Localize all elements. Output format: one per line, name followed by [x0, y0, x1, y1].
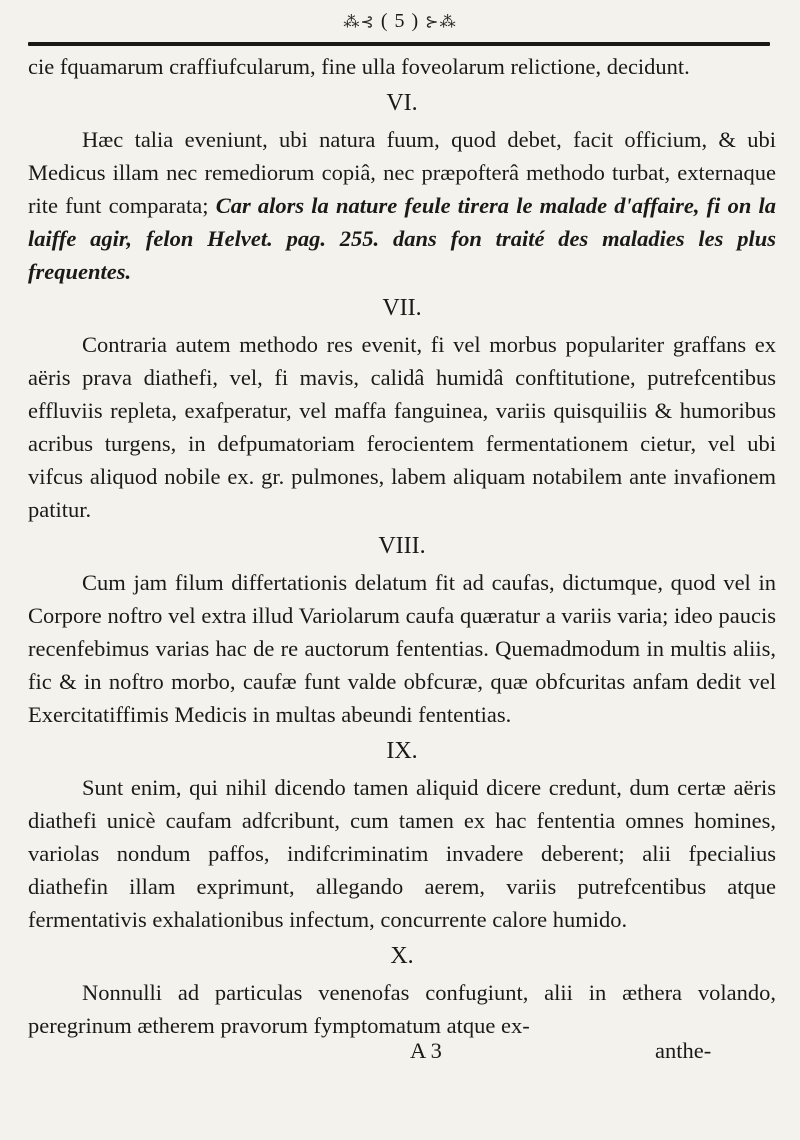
page-number: ( 5 )	[380, 10, 420, 32]
section-paragraph: Sunt enim, qui nihil dicendo tamen aliquid dicere credunt, dum certæ aëris diathefi unicè caufam adfcribunt, cum tamen ex hac fententia omnes homines, variolas nondum paffos, indifcriminatim invadere deberent; alii fpecialius diathefin illam exprimunt, allegando aerem, variis putrefcentibus atque fermentativis exhalationibus infectum, concurrente calore humido.	[28, 775, 776, 932]
catchword: anthe-	[655, 1038, 712, 1063]
body-text	[28, 50, 776, 1042]
page-footer	[0, 1038, 800, 1072]
header-ornament-left: ⁂⊰	[343, 14, 375, 31]
section-paragraph	[28, 123, 776, 288]
intro-paragraph: cie fquamarum craffiufcularum, fine ulla foveolarum relictione, decidunt.	[28, 54, 690, 79]
page-header	[0, 10, 800, 33]
header-ornament-right: ⊱⁂	[425, 14, 457, 31]
section-heading: VII.	[382, 295, 422, 321]
header-rule	[28, 42, 770, 46]
section-heading: VI.	[386, 90, 418, 116]
section-heading: X.	[390, 943, 414, 969]
italic-quote: Car alors la nature feule tirera le malade d'affaire, fi on la laiffe agir, felon Helvet. pag. 255. dans fon traité des maladies les plus frequentes.	[28, 193, 777, 284]
section-heading: VIII.	[378, 533, 426, 559]
signature-mark: A 3	[410, 1038, 442, 1063]
section-paragraph: Nonnulli ad particulas venenofas confugiunt, alii in æthera volando, peregrinum ætherem pravorum fymptomatum atque ex-	[28, 980, 776, 1038]
section-heading: IX.	[386, 738, 418, 764]
section-paragraph: Cum jam filum differtationis delatum fit ad caufas, dictumque, quod vel in Corpore noftro vel extra illud Variolarum caufa quæratur a variis varia; ideo paucis recenfebimus varias hac de re auctorum fententias. Quemadmodum in multis aliis, fic & in noftro morbo, caufæ funt valde obfcuræ, quæ obfcuritas anfam dedit vel Exercitatiffimis Medicis in multas abeundi fententias.	[28, 570, 776, 727]
section-paragraph: Contraria autem methodo res evenit, fi vel morbus populariter graffans ex aëris prava diathefi, vel, fi mavis, calidâ humidâ conftitutione, putrefcentibus effluviis repleta, exafperatur, vel maffa fanguinea, variis quisquiliis & humoribus acribus turgens, in defpumatoriam ferocientem fermentationem cietur, vel ubi vifcus aliquod nobile ex. gr. pulmones, labem aliquam notabilem ante invafionem patitur.	[28, 332, 776, 522]
paragraph-text: Hæc talia eveniunt, ubi natura fuum, quod debet, facit officium, & ubi Medicus illam nec remediorum copiâ, nec præpofterâ methodo turbat, externaque rite funt comparata;	[28, 127, 776, 218]
